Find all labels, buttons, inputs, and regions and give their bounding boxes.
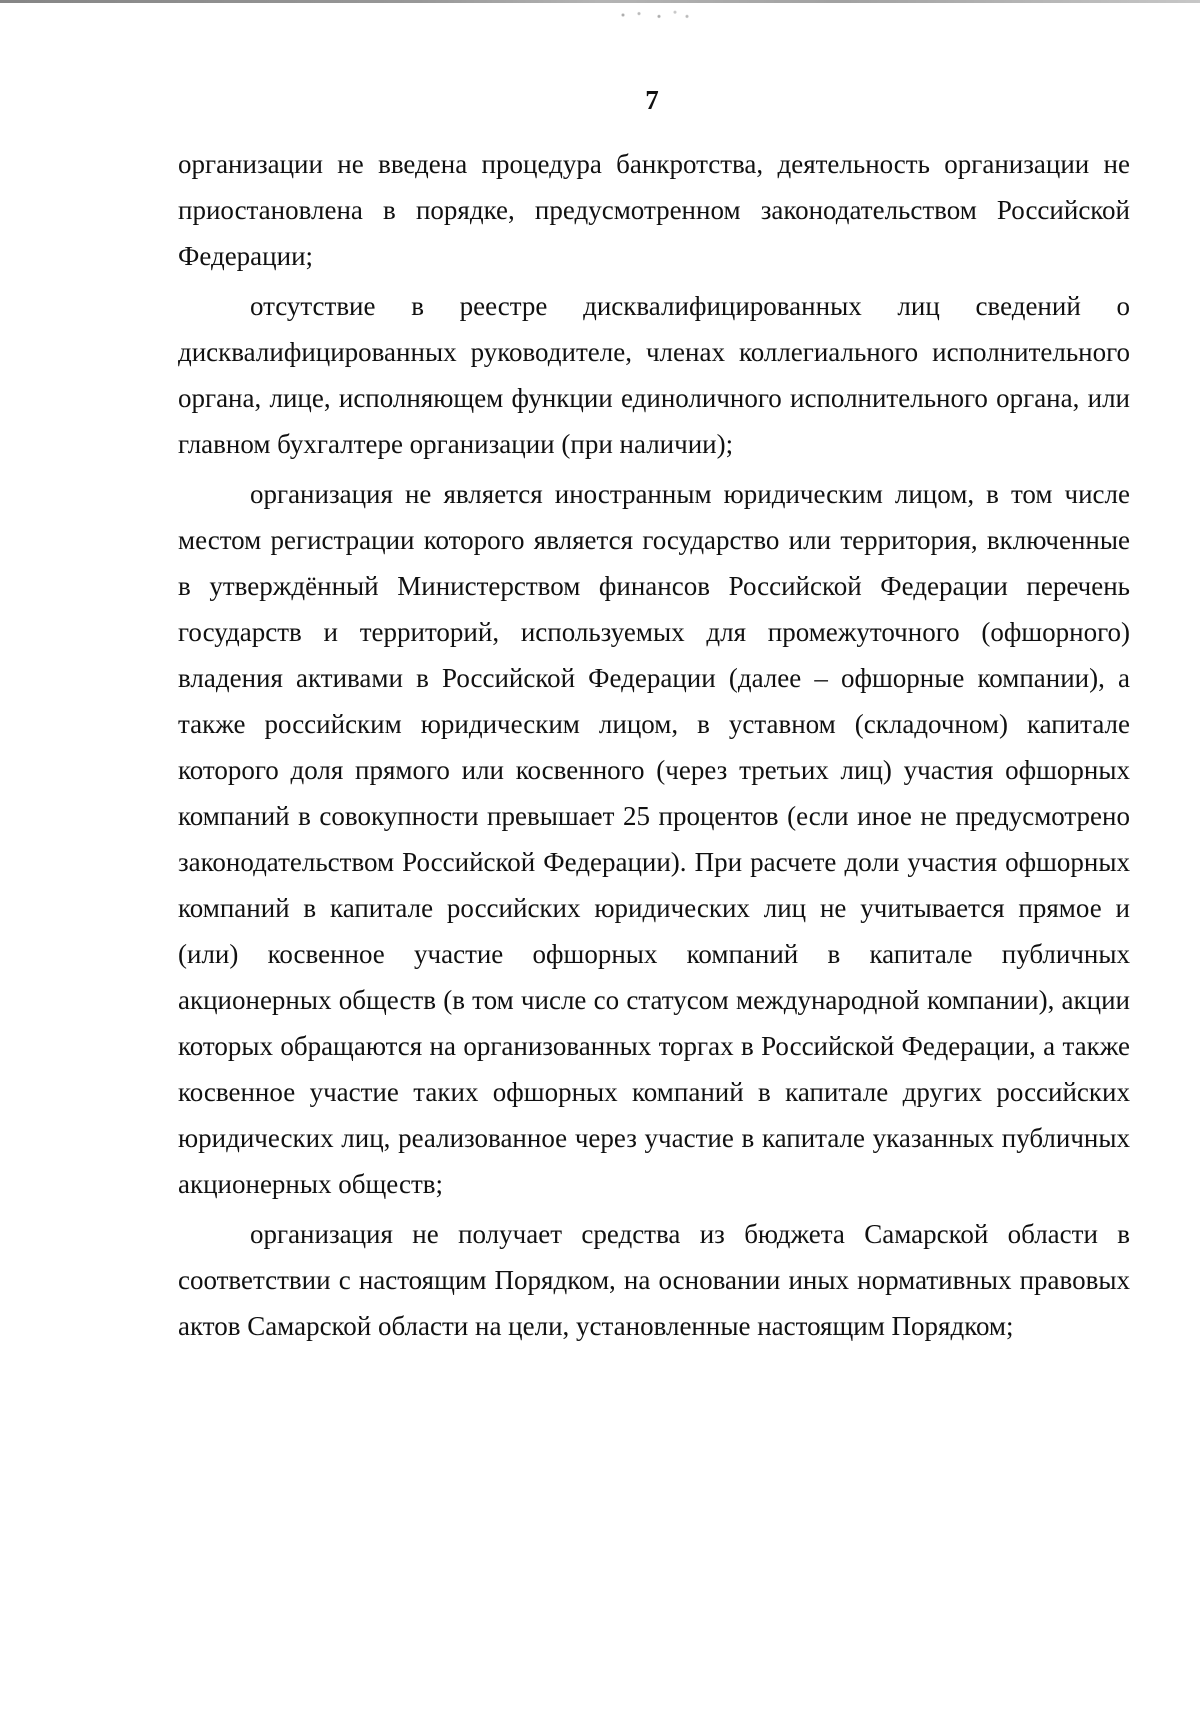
paragraph-budget-funds: организация не получает средства из бюджета Самарской области в соответствии с настоящим Порядком, на основании иных нормативных правовых актов Самарской области на цели, установленные настоящим Порядком; [178,1219,1130,1341]
paragraph-disqualified-persons: отсутствие в реестре дисквалифицированных лиц сведений о дисквалифицированных руководителе, членах коллегиального исполнительного органа, лице, исполняющем функции единоличного исполнительного органа, или главном бухгалтере организации (при наличии); [178,291,1130,459]
page-number: 7 [645,85,659,115]
scan-noise-artifact [615,8,695,22]
paragraph-offshore-companies: организация не является иностранным юридическим лицом, в том числе местом регистрации которого является государство или территория, включенные в утверждённый Министерством финансов Российской Федерации перечень государств и территорий, используемых для промежуточного (офшорного) владения активами в Российской Федерации (далее – офшорные компании), а также российским юридическим лицом, в уставном (складочном) капитале которого доля прямого или косвенного (через третьих лиц) участия офшорных компаний в совокупности превышает 25 процентов (если иное не предусмотрено законодательством Российской Федерации). При расчете доли участия офшорных компаний в капитале российских юридических лиц не учитывается прямое и (или) косвенное участие офшорных компаний в капитале публичных акционерных обществ (в том числе со статусом международной компании), акции которых обращаются на организованных торгах в Российской Федерации, а также косвенное участие таких офшорных компаний в капитале других российских юридических лиц, реализованное через участие в капитале указанных публичных акционерных обществ; [178,479,1130,1199]
document-body [178,141,1130,1349]
scan-edge-artifact [0,0,1200,3]
paragraph-continuation: организации не введена процедура банкротства, деятельность организации не приостановлена в порядке, предусмотренном законодательством Российской Федерации; [178,149,1130,271]
